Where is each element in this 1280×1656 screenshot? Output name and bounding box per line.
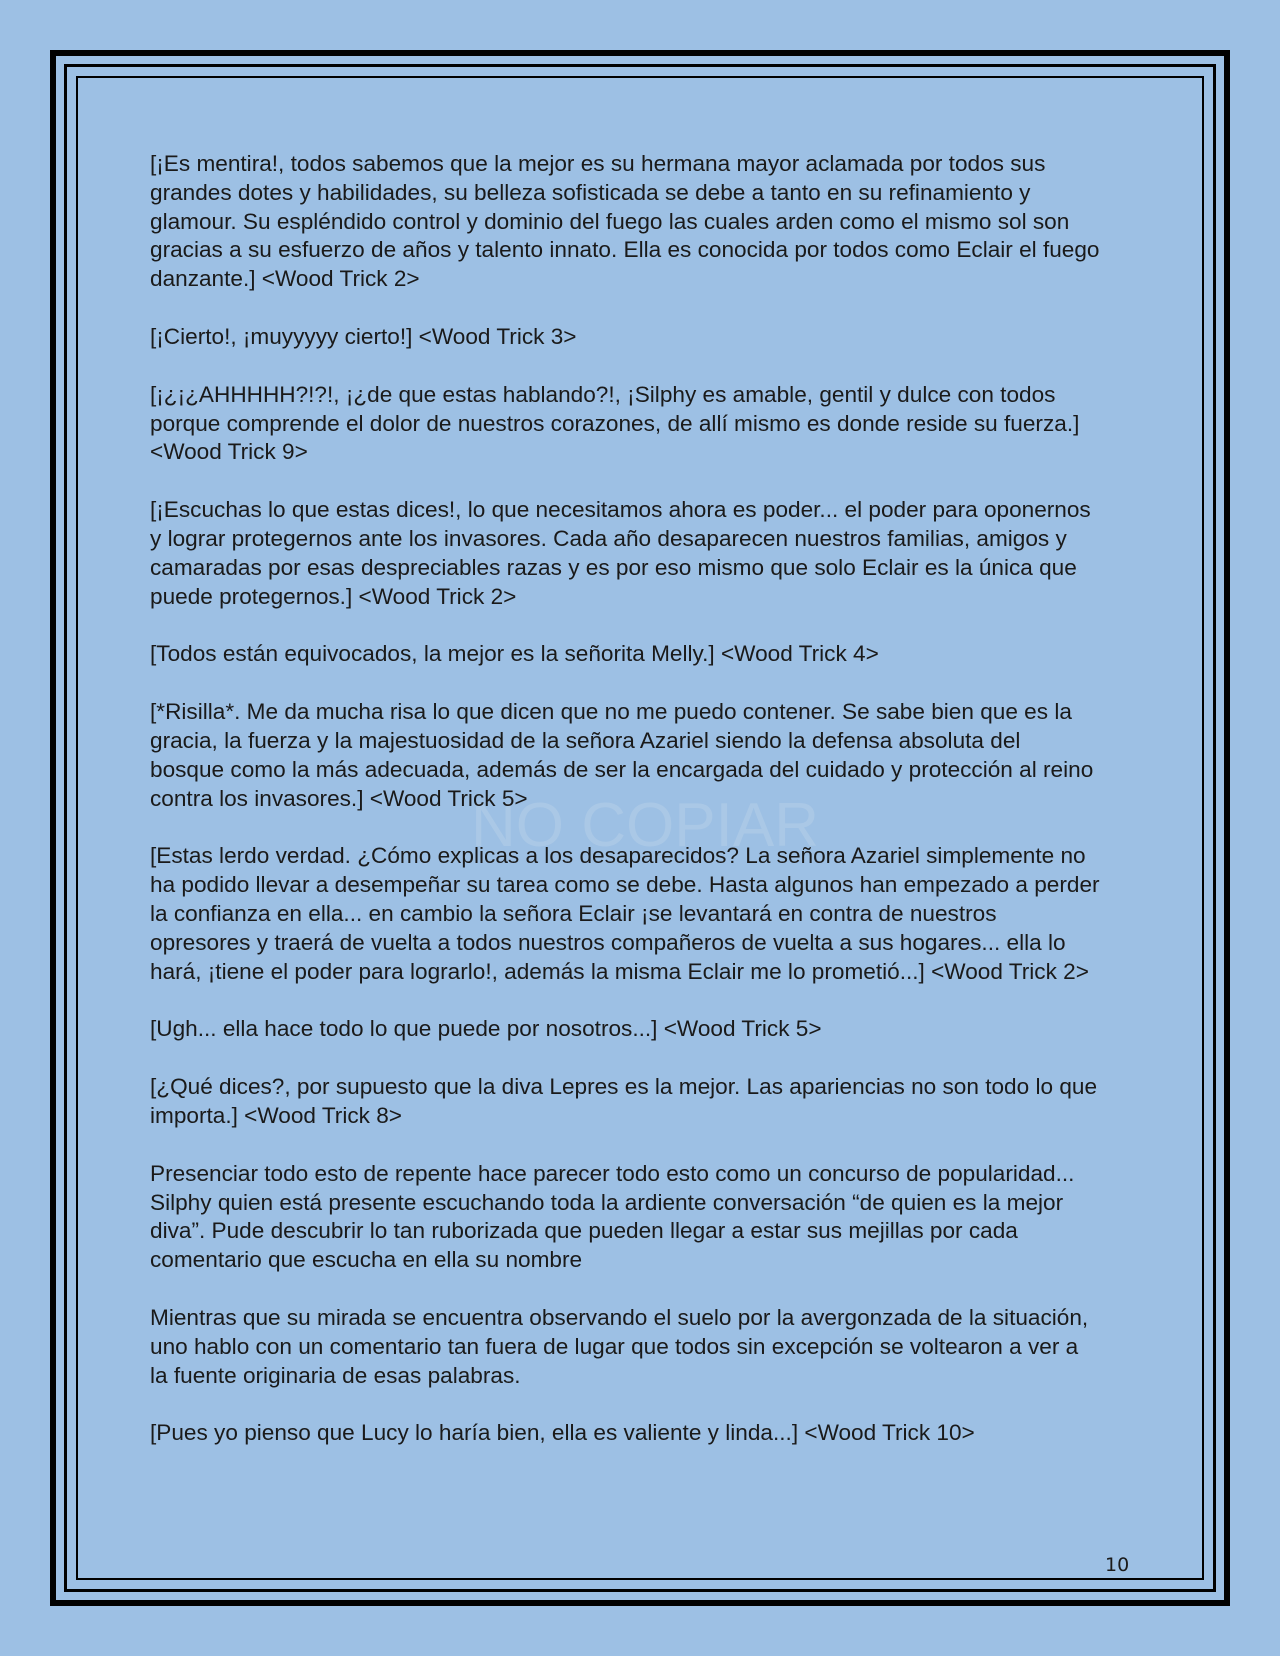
paragraph: [Todos están equivocados, la mejor es la señorita Melly.] <Wood Trick 4> xyxy=(150,641,879,667)
paragraph: [Ugh... ella hace todo lo que puede por nosotros...] <Wood Trick 5> xyxy=(150,1016,822,1042)
page-body xyxy=(150,150,1100,1477)
paragraph: [¡Es mentira!, todos sabemos que la mejor es su hermana mayor aclamada por todos sus grandes dotes y habilidades, su belleza sofisticada se debe a tanto en su refinamiento y glamour. Su espléndido control y dominio del fuego las cuales arden como el mismo sol son gracias a su esfuerzo de años y talento innato. Ella es conocida por todos como Eclair el fuego danzante.] <Wood Trick 2> xyxy=(150,151,1100,292)
watermark: NO COPIAR xyxy=(471,791,819,860)
paragraph: [*Risilla*. Me da mucha risa lo que dicen que no me puedo contener. Se sabe bien que es la gracia, la fuerza y la majestuosidad de la señora Azariel siendo la defensa absoluta del bosque como la más adecuada, además de ser la encargada del cuidado y protección al reino contra los invasores.] <Wood Trick 5> xyxy=(150,699,1094,811)
paragraph: [¡¿¡¿AHHHHH?!?!, ¡¿de que estas hablando?!, ¡Silphy es amable, gentil y dulce con todos porque comprende el dolor de nuestros corazones, de allí mismo es donde reside su fuerza.] <Wood Trick 9> xyxy=(150,381,1080,465)
paragraph: [Estas lerdo verdad. ¿Cómo explicas a los desaparecidos? La señora Azariel simplemente no ha podido llevar a desempeñar su tarea como se debe. Hasta algunos han empezado a perder la confianza en ella... en cambio la señora Eclair ¡se levantará en contra de nuestros opresores y traerá de vuelta a todos nuestros compañeros de vuelta a sus hogares... ella lo hará, ¡tiene el poder para lograrlo!, además la misma Eclair me lo prometió...] <Wood Trick 2> xyxy=(150,843,1100,984)
page-number: 10 xyxy=(1105,1554,1130,1576)
paragraph: Presenciar todo esto de repente hace parecer todo esto como un concurso de popularidad... Silphy quien está presente escuchando toda la ardiente conversación “de quien es la mejor diva”. Pude descubrir lo tan ruborizada que pueden llegar a estar sus mejillas por cada comentario que escucha en ella su nombre xyxy=(150,1160,1075,1273)
paragraph: [¡Escuchas lo que estas dices!, lo que necesitamos ahora es poder... el poder para oponernos y lograr protegernos ante los invasores. Cada año desaparecen nuestros familias, amigos y camaradas por esas despreciables razas y es por eso mismo que solo Eclair es la única que puede protegernos.] <Wood Trick 2> xyxy=(150,497,1091,609)
paragraph: [¡Cierto!, ¡muyyyyy cierto!] <Wood Trick 3> xyxy=(150,323,577,349)
paragraph: [¿Qué dices?, por supuesto que la diva Lepres es la mejor. Las apariencias no son todo lo que importa.] <Wood Trick 8> xyxy=(150,1074,1098,1128)
paragraph: Mientras que su mirada se encuentra observando el suelo por la avergonzada de la situación, uno hablo con un comentario tan fuera de lugar que todos sin excepción se voltearon a ver a la fuente originaria de esas palabras. xyxy=(150,1304,1089,1388)
paragraph: [Pues yo pienso que Lucy lo haría bien, ella es valiente y linda...] <Wood Trick 10> xyxy=(150,1420,975,1446)
